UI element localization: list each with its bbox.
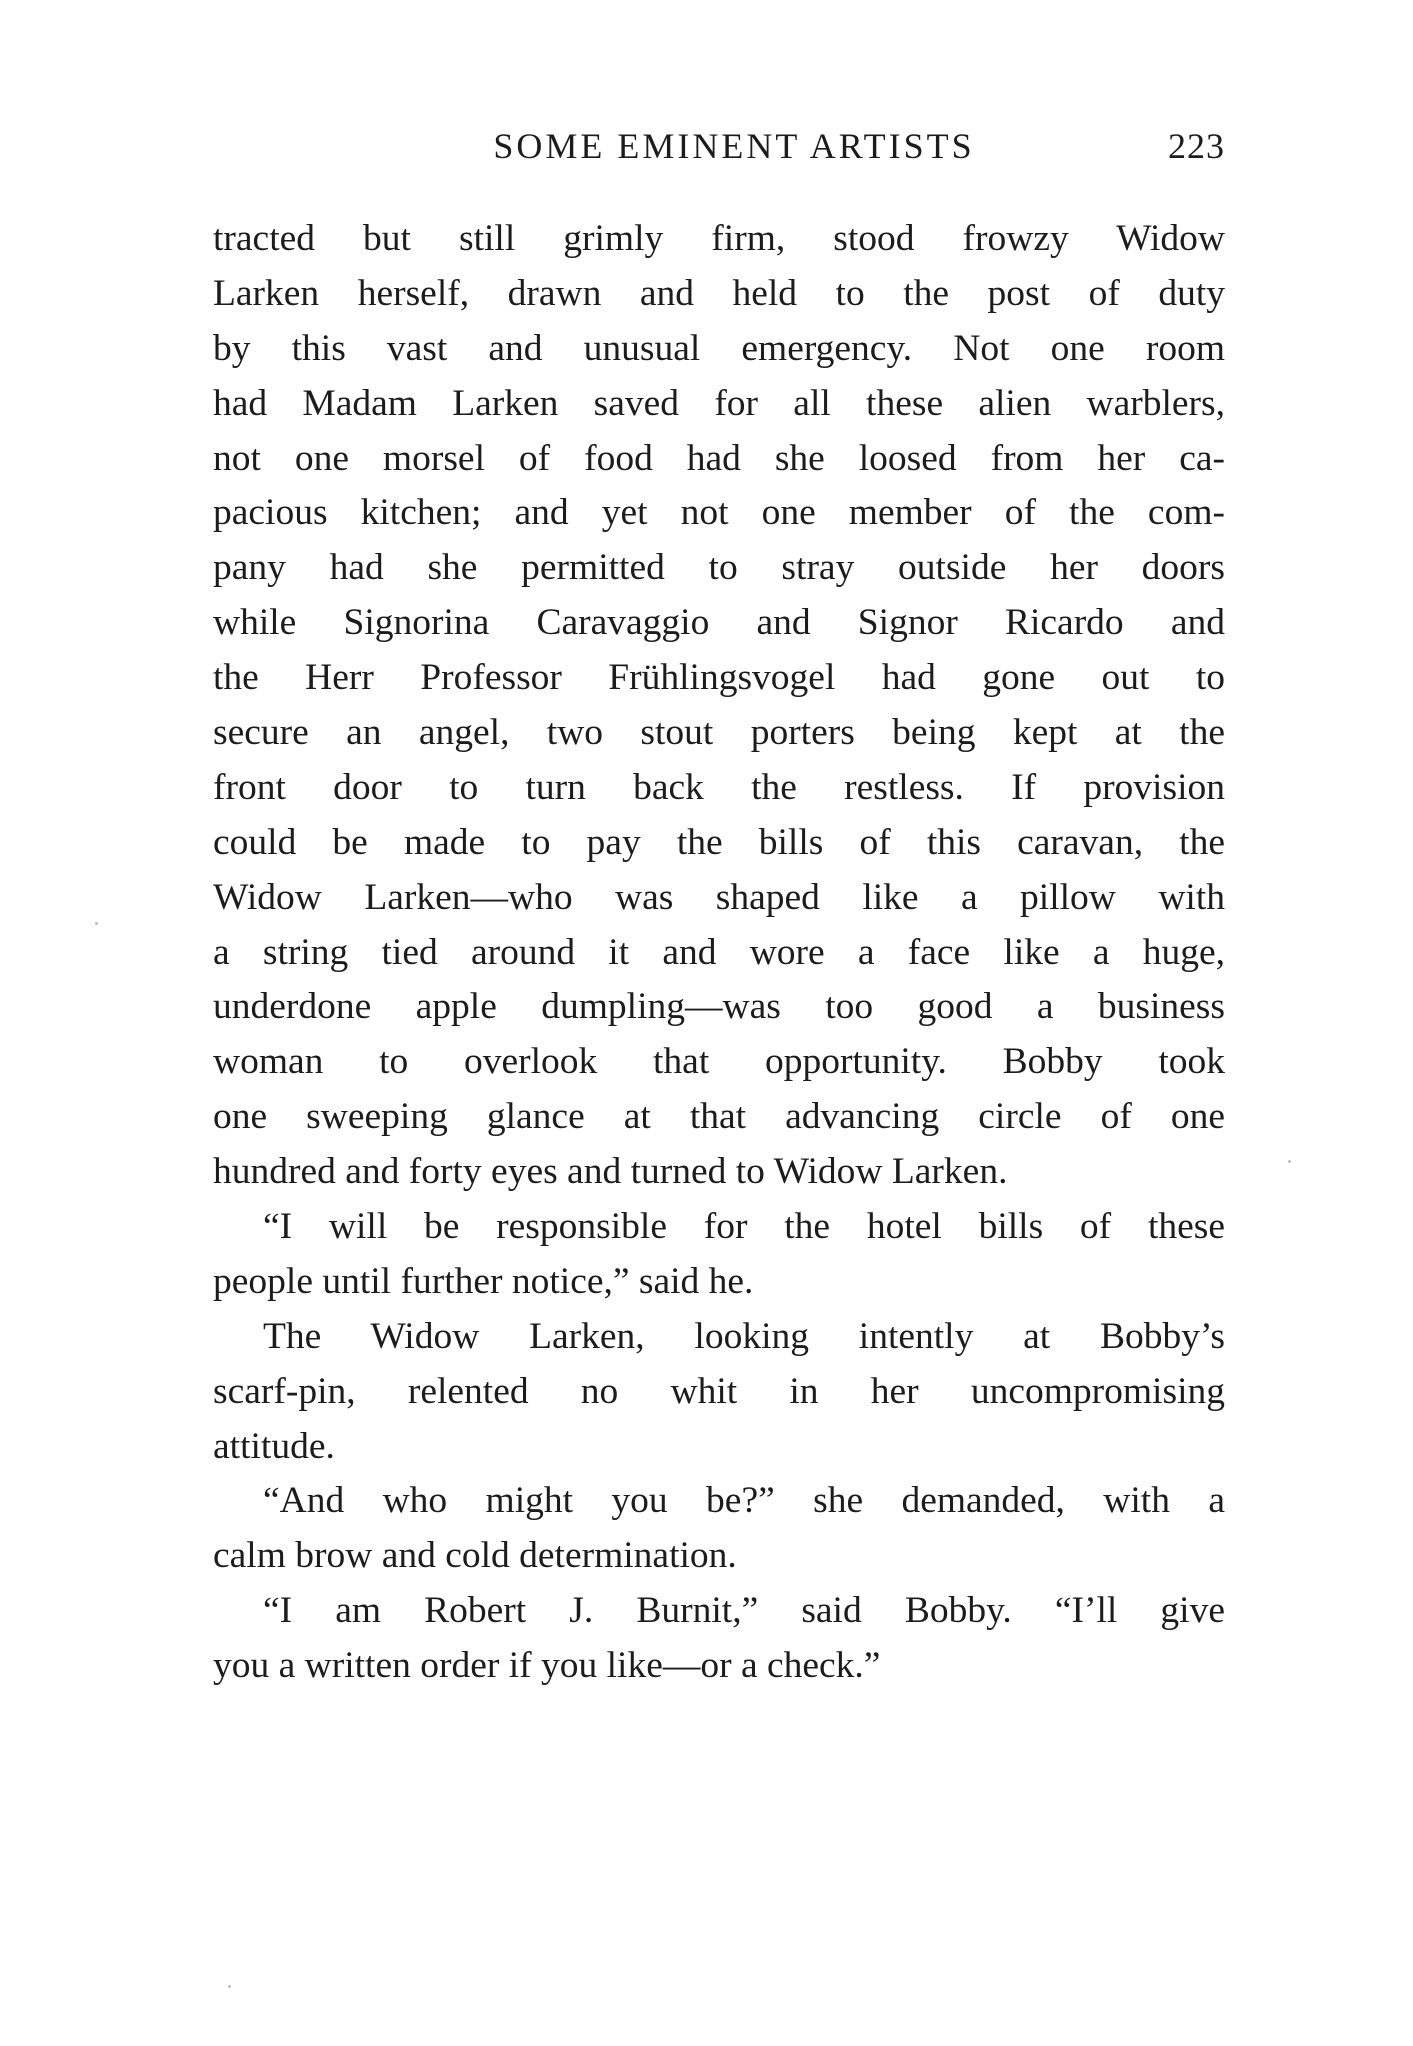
text-line: Larken herself, drawn and held to the post of duty (213, 272, 1225, 314)
paragraph (213, 1200, 1225, 1310)
text-line: scarf-pin, relented no whit in her uncompromising (213, 1370, 1225, 1412)
text-line: while Signorina Caravaggio and Signor Ricardo and (213, 602, 1225, 644)
text-line: “And who might you be?” she demanded, with a (263, 1480, 1225, 1522)
text-line: by this vast and unusual emergency. Not one room (213, 327, 1225, 369)
text-line: pacious kitchen; and yet not one member of the com- (213, 492, 1225, 534)
paragraph (213, 1310, 1225, 1475)
text-line: “I will be responsible for the hotel bills of these (263, 1206, 1225, 1248)
text-line: the Herr Professor Frühlingsvogel had gone out to (213, 657, 1225, 699)
paper-speck (1288, 1160, 1291, 1163)
text-line: secure an angel, two stout porters being kept at the (213, 712, 1225, 754)
running-title: SOME EMINENT ARTISTS (493, 126, 975, 166)
text-line: hundred and forty eyes and turned to Widow Larken. (213, 1151, 1008, 1193)
text-line: woman to overlook that opportunity. Bobby took (213, 1041, 1225, 1083)
text-line: front door to turn back the restless. If provision (213, 766, 1225, 808)
paragraph (213, 212, 1225, 1200)
text-line: had Madam Larken saved for all these alien warblers, (213, 382, 1225, 424)
text-line: tracted but still grimly firm, stood frowzy Widow (213, 218, 1225, 259)
text-line: attitude. (213, 1425, 335, 1467)
paper-speck (95, 922, 98, 925)
running-header (213, 118, 1225, 174)
text-line: not one morsel of food had she loosed from her ca- (213, 437, 1225, 479)
paragraph (213, 1474, 1225, 1584)
text-line: you a written order if you like—or a check.” (213, 1645, 881, 1687)
text-line: a string tied around it and wore a face like a huge, (213, 931, 1225, 973)
page-number: 223 (1168, 126, 1225, 166)
body-text (213, 212, 1225, 1694)
text-line: pany had she permitted to stray outside her doors (213, 547, 1225, 589)
paragraph (213, 1584, 1225, 1694)
text-line: “I am Robert J. Burnit,” said Bobby. “I’ll give (263, 1590, 1225, 1632)
paper-speck (228, 1985, 231, 1988)
text-line: calm brow and cold determination. (213, 1535, 737, 1577)
text-line: could be made to pay the bills of this caravan, the (213, 821, 1225, 863)
text-line: The Widow Larken, looking intently at Bobby’s (263, 1315, 1225, 1357)
text-line: one sweeping glance at that advancing circle of one (213, 1096, 1225, 1138)
text-line: underdone apple dumpling—was too good a business (213, 986, 1225, 1028)
text-line: people until further notice,” said he. (213, 1260, 754, 1302)
text-line: Widow Larken—who was shaped like a pillow with (213, 876, 1225, 918)
